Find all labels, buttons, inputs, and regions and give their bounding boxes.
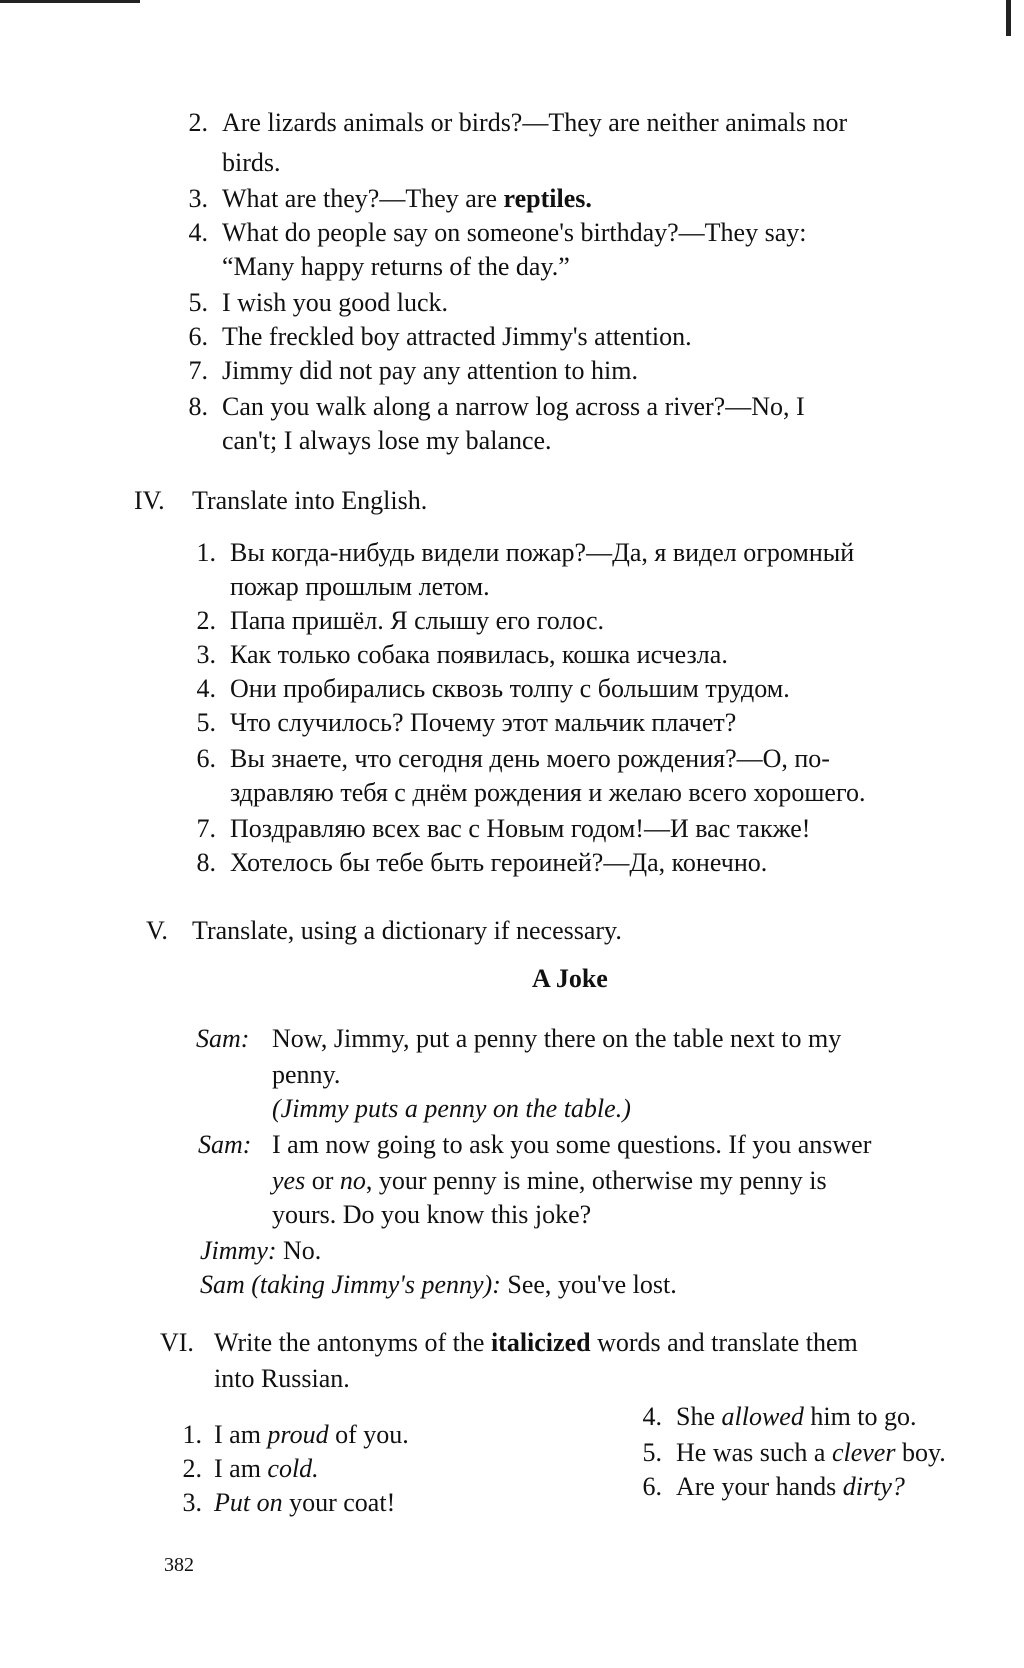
item-number: 3. bbox=[182, 1488, 202, 1517]
item-number: 2. bbox=[182, 1454, 202, 1483]
item-text: I am proud of you. bbox=[214, 1420, 409, 1449]
item-text: I am cold. bbox=[214, 1454, 319, 1483]
item-number: 4. bbox=[642, 1402, 662, 1431]
item-text: Что случилось? Почему этот мальчик плачет? bbox=[230, 708, 737, 737]
item-number: 6. bbox=[196, 744, 216, 773]
item-text: Are your hands dirty? bbox=[676, 1472, 905, 1501]
dialogue-line: Jimmy: No. bbox=[200, 1236, 322, 1265]
item-text: She allowed him to go. bbox=[676, 1402, 917, 1431]
item-number: 3. bbox=[196, 640, 216, 669]
item-text: Jimmy did not pay any attention to him. bbox=[222, 356, 638, 385]
item-number: 1. bbox=[182, 1420, 202, 1449]
item-text: Хотелось бы тебе быть героиней?—Да, конечно. bbox=[230, 848, 768, 877]
joke-title: A Joke bbox=[532, 964, 608, 993]
item-number: 8. bbox=[188, 392, 208, 421]
item-number: 3. bbox=[188, 184, 208, 213]
section-instruction: into Russian. bbox=[214, 1364, 350, 1393]
dialogue-line: Now, Jimmy, put a penny there on the table next to my bbox=[272, 1024, 842, 1053]
item-text: Поздравляю всех вас с Новым годом!—И вас также! bbox=[230, 814, 811, 843]
item-text: The freckled boy attracted Jimmy's attention. bbox=[222, 322, 692, 351]
section-instruction: Translate, using a dictionary if necessary. bbox=[192, 916, 622, 945]
dialogue-line: penny. bbox=[272, 1060, 341, 1089]
page-number: 382 bbox=[164, 1554, 194, 1576]
item-text: can't; I always lose my balance. bbox=[222, 426, 552, 455]
item-number: 6. bbox=[188, 322, 208, 351]
scan-edge-mark bbox=[1006, 0, 1011, 36]
stage-direction: (Jimmy puts a penny on the table.) bbox=[272, 1094, 631, 1123]
item-number: 4. bbox=[196, 674, 216, 703]
item-number: 5. bbox=[642, 1438, 662, 1467]
item-text: “Many happy returns of the day.” bbox=[222, 252, 570, 281]
section-numeral: VI. bbox=[160, 1328, 194, 1357]
item-number: 7. bbox=[196, 814, 216, 843]
item-text: I wish you good luck. bbox=[222, 288, 449, 317]
dialogue-line: I am now going to ask you some questions. If you answer bbox=[272, 1130, 872, 1159]
item-text: Are lizards animals or birds?—They are neither animals nor bbox=[222, 108, 848, 137]
item-text: He was such a clever boy. bbox=[676, 1438, 946, 1467]
item-text: пожар прошлым летом. bbox=[230, 572, 490, 601]
item-number: 8. bbox=[196, 848, 216, 877]
dialogue-line: yours. Do you know this joke? bbox=[272, 1200, 592, 1229]
item-number: 5. bbox=[196, 708, 216, 737]
item-number: 4. bbox=[188, 218, 208, 247]
item-text: Папа пришёл. Я слышу его голос. bbox=[230, 606, 605, 635]
item-number: 5. bbox=[188, 288, 208, 317]
item-number: 1. bbox=[196, 538, 216, 567]
dialogue-speaker: Jimmy: bbox=[200, 1236, 277, 1265]
section-instruction: Write the antonyms of the italicized words and translate them bbox=[214, 1328, 858, 1357]
scan-edge-mark bbox=[0, 0, 140, 3]
section-instruction: Translate into English. bbox=[192, 486, 428, 515]
section-numeral: V. bbox=[146, 916, 168, 945]
item-number: 2. bbox=[188, 108, 208, 137]
item-text: Вы знаете, что сегодня день моего рождения?—О, по- bbox=[230, 744, 830, 773]
dialogue-line: yes or no, your penny is mine, otherwise my penny is bbox=[272, 1166, 827, 1195]
dialogue-speaker: Sam (taking Jimmy's penny): bbox=[200, 1270, 501, 1299]
item-text: Они пробирались сквозь толпу с большим трудом. bbox=[230, 674, 790, 703]
item-text: Как только собака появилась, кошка исчезла. bbox=[230, 640, 728, 669]
item-text: birds. bbox=[222, 148, 281, 177]
item-text: What do people say on someone's birthday?—They say: bbox=[222, 218, 807, 247]
item-number: 7. bbox=[188, 356, 208, 385]
section-numeral: IV. bbox=[134, 486, 165, 515]
item-text: What are they?—They are reptiles. bbox=[222, 184, 592, 213]
item-text: здравляю тебя с днём рождения и желаю всего хорошего. bbox=[230, 778, 866, 807]
item-text: Can you walk along a narrow log across a river?—No, I bbox=[222, 392, 805, 421]
item-text: Вы когда-нибудь видели пожар?—Да, я видел огромный bbox=[230, 538, 855, 567]
dialogue-line: Sam (taking Jimmy's penny): See, you've lost. bbox=[200, 1270, 677, 1299]
dialogue-speaker: Sam: bbox=[196, 1024, 250, 1053]
item-number: 2. bbox=[196, 606, 216, 635]
item-number: 6. bbox=[642, 1472, 662, 1501]
dialogue-speaker: Sam: bbox=[198, 1130, 252, 1159]
item-text: Put on your coat! bbox=[214, 1488, 396, 1517]
